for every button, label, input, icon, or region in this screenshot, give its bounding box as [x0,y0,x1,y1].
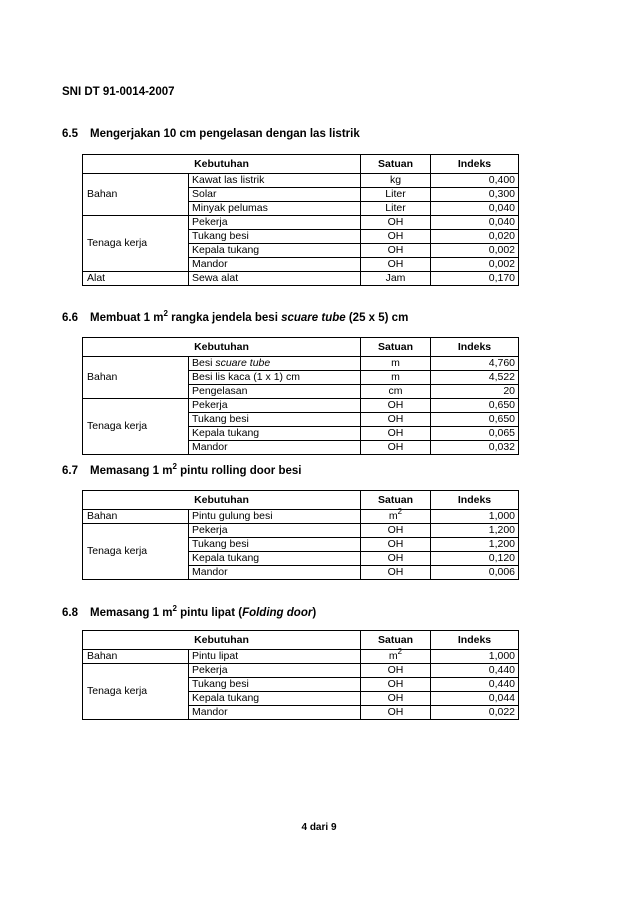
index-cell: 0,065 [431,427,519,441]
table-row [83,510,519,524]
section-heading-pre: Membuat 1 m [90,312,164,324]
section-heading-pre: Memasang 1 m [90,607,173,619]
unit-cell: OH [361,566,431,580]
table-row [83,664,519,678]
unit-superscript: 2 [397,647,403,656]
category-cell: Bahan [83,510,189,524]
index-cell: 4,522 [431,371,519,385]
section-title-6-8 [62,604,317,619]
item-cell: Tukang besi [189,413,361,427]
table-row [83,650,519,664]
item-cell: Kepala tukang [189,692,361,706]
category-cell: Bahan [83,357,189,399]
unit-cell: kg [361,174,431,188]
unit-cell: OH [361,413,431,427]
page-number: 4 dari 9 [301,822,337,833]
index-cell: 0,022 [431,706,519,720]
table-6-6 [82,337,519,455]
item-text: Besi [192,357,216,369]
superscript: 2 [172,462,177,471]
unit-cell [361,507,431,524]
index-cell: 0,020 [431,230,519,244]
header-satuan: Satuan [361,155,431,174]
item-cell: Pekerja [189,399,361,413]
index-cell: 0,650 [431,399,519,413]
unit-cell: OH [361,258,431,272]
section-number: 6.7 [62,465,78,477]
index-cell: 0,650 [431,413,519,427]
unit-text: m [388,510,398,522]
unit-cell: Liter [361,202,431,216]
header-indeks: Indeks [431,338,519,357]
section-heading-post: ) [312,607,317,619]
item-cell: Kepala tukang [189,427,361,441]
table-row [83,216,519,230]
category-cell: Tenaga kerja [83,216,189,272]
header-indeks: Indeks [431,631,519,650]
superscript: 2 [163,309,168,318]
section-title-6-5 [62,128,360,140]
unit-cell: cm [361,385,431,399]
unit-cell: OH [361,524,431,538]
category-cell: Tenaga kerja [83,524,189,580]
item-cell: Pengelasan [189,385,361,399]
table-header-row [83,491,519,510]
index-cell: 0,170 [431,272,519,286]
index-cell: 0,002 [431,244,519,258]
section-heading-italic: Folding door [242,607,313,619]
unit-cell: m [361,371,431,385]
unit-text: m [388,650,398,662]
header-kebutuhan: Kebutuhan [83,491,361,510]
table-row [83,399,519,413]
item-text-italic: scuare tube [215,357,271,369]
item-cell: Besi lis kaca (1 x 1) cm [189,371,361,385]
table-6-7 [82,490,519,580]
table-row [83,272,519,286]
table-row [83,174,519,188]
index-cell: 1,000 [431,510,519,524]
index-cell: 0,300 [431,188,519,202]
category-cell: Bahan [83,650,189,664]
item-cell: Tukang besi [189,230,361,244]
header-kebutuhan: Kebutuhan [83,155,361,174]
section-title-6-6 [62,309,409,324]
table-header-row [83,338,519,357]
section-number: 6.6 [62,312,78,324]
unit-cell: OH [361,552,431,566]
index-cell: 20 [431,385,519,399]
index-cell: 0,044 [431,692,519,706]
unit-cell: OH [361,706,431,720]
item-cell: Mandor [189,258,361,272]
index-cell: 4,760 [431,357,519,371]
unit-cell: OH [361,399,431,413]
item-cell: Pekerja [189,664,361,678]
item-cell: Kawat las listrik [189,174,361,188]
item-cell: Pintu lipat [189,650,361,664]
section-number: 6.8 [62,607,78,619]
unit-cell: OH [361,244,431,258]
section-heading-mid: rangka jendela besi [167,312,282,324]
table-6-8 [82,630,519,720]
category-cell: Bahan [83,174,189,216]
header-kebutuhan: Kebutuhan [83,338,361,357]
document-code: SNI DT 91-0014-2007 [62,86,175,98]
superscript: 2 [172,604,177,613]
unit-cell: OH [361,692,431,706]
section-heading: Mengerjakan 10 cm pengelasan dengan las listrik [90,128,360,140]
category-cell: Tenaga kerja [83,399,189,455]
index-cell: 0,002 [431,258,519,272]
item-cell: Tukang besi [189,538,361,552]
header-satuan: Satuan [361,491,431,510]
item-cell: Minyak pelumas [189,202,361,216]
section-heading-mid: pintu lipat ( [176,607,243,619]
item-cell: Sewa alat [189,272,361,286]
unit-cell: OH [361,427,431,441]
item-cell: Pekerja [189,524,361,538]
unit-cell: OH [361,230,431,244]
header-satuan: Satuan [361,338,431,357]
index-cell: 0,006 [431,566,519,580]
unit-cell: OH [361,216,431,230]
index-cell: 0,040 [431,216,519,230]
section-heading-italic: scuare tube [281,312,346,324]
section-title-6-7 [62,462,302,477]
item-cell: Mandor [189,706,361,720]
index-cell: 1,000 [431,650,519,664]
table-row [83,524,519,538]
table-header-row [83,631,519,650]
unit-superscript: 2 [397,507,403,516]
index-cell: 0,440 [431,664,519,678]
item-cell: Pintu gulung besi [189,510,361,524]
section-heading-pre: Memasang 1 m [90,465,173,477]
unit-cell: m [361,357,431,371]
item-cell: Kepala tukang [189,552,361,566]
section-heading-post: (25 x 5) cm [345,312,409,324]
section-number: 6.5 [62,128,78,140]
index-cell: 0,040 [431,202,519,216]
header-kebutuhan: Kebutuhan [83,631,361,650]
item-cell: Mandor [189,441,361,455]
item-cell: Kepala tukang [189,244,361,258]
header-satuan: Satuan [361,631,431,650]
item-cell: Tukang besi [189,678,361,692]
item-cell: Mandor [189,566,361,580]
header-indeks: Indeks [431,491,519,510]
index-cell: 1,200 [431,538,519,552]
index-cell: 0,400 [431,174,519,188]
unit-cell: OH [361,538,431,552]
index-cell: 1,200 [431,524,519,538]
index-cell: 0,032 [431,441,519,455]
table-header-row [83,155,519,174]
unit-cell: Liter [361,188,431,202]
unit-cell: OH [361,441,431,455]
table-row [83,357,519,371]
item-cell [189,357,361,371]
index-cell: 0,120 [431,552,519,566]
unit-cell: Jam [361,272,431,286]
header-indeks: Indeks [431,155,519,174]
unit-cell: OH [361,664,431,678]
item-cell: Pekerja [189,216,361,230]
item-cell: Solar [189,188,361,202]
category-cell: Alat [83,272,189,286]
section-heading-post: pintu rolling door besi [176,465,302,477]
unit-cell: OH [361,678,431,692]
index-cell: 0,440 [431,678,519,692]
table-6-5 [82,154,519,286]
category-cell: Tenaga kerja [83,664,189,720]
unit-cell [361,647,431,664]
